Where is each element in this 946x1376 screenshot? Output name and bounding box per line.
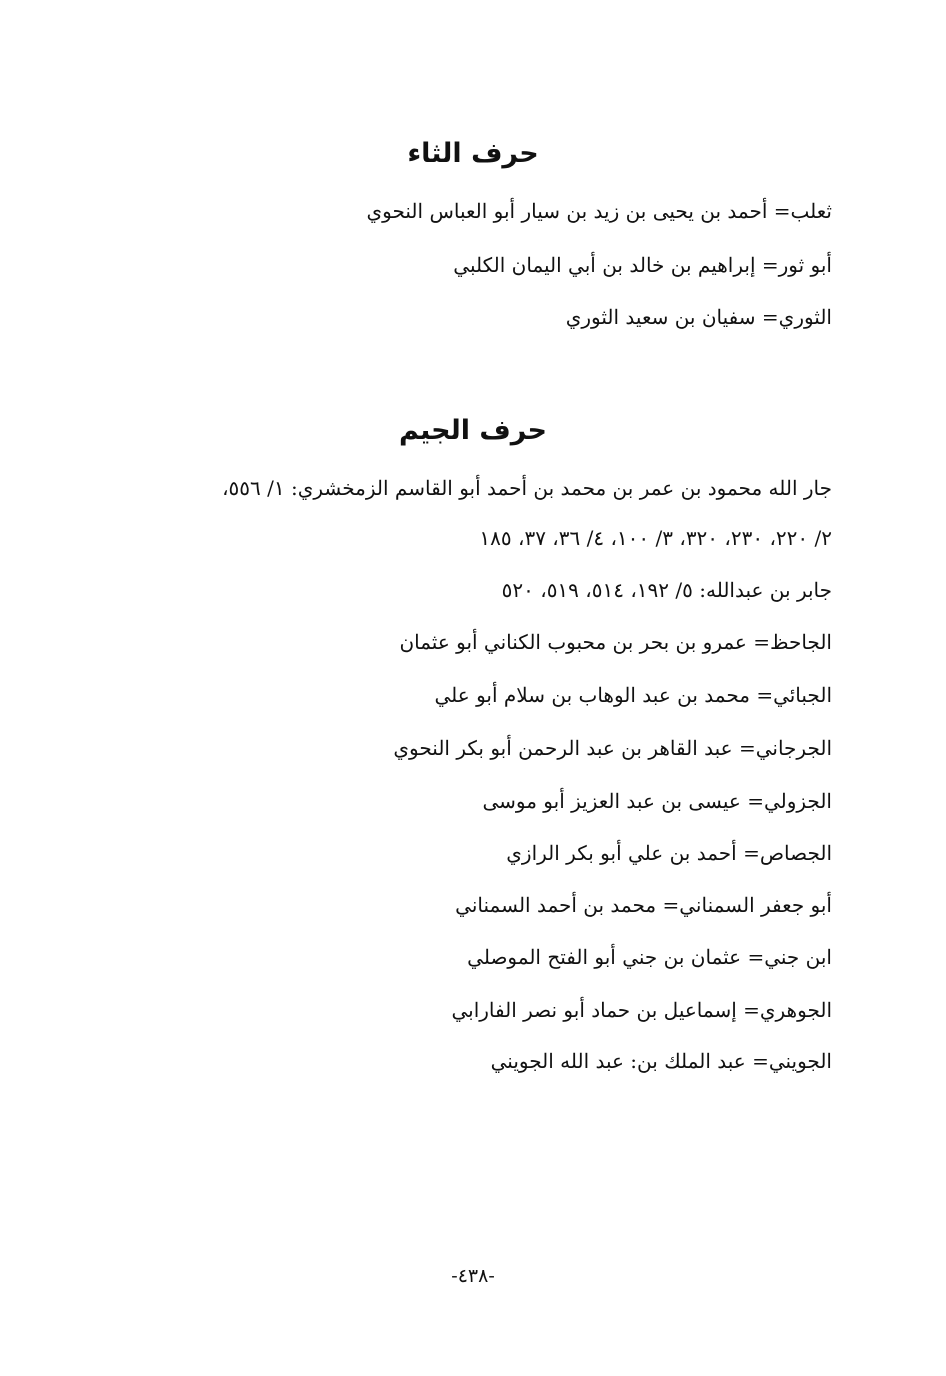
entry-abu-jafar-al-simnani: أبو جعفر السمناني= محمد بن أحمد السمناني [455,893,832,917]
entry-thalab: ثعلب= أحمد بن يحيى بن زيد بن سيار أبو العباس النحوي [366,199,832,223]
entry-al-jahiz: الجاحظ= عمرو بن بحر بن محبوب الكناني أبو عثمان [399,630,832,654]
section-heading-jim: حرف الجيم [398,415,548,446]
entry-al-jurjani: الجرجاني= عبد القاهر بن عبد الرحمن أبو بكر النحوي [393,736,832,760]
page-number: -٤٣٨- [451,1265,495,1287]
entry-al-jassas: الجصاص= أحمد بن علي أبو بكر الرازي [506,841,832,865]
entry-al-juzuli: الجزولي= عيسى بن عبد العزيز أبو موسى [482,789,832,813]
entry-al-jawhari: الجوهري= إسماعيل بن حماد أبو نصر الفارابي [451,998,832,1022]
entry-jar-allah: جار الله محمود بن عمر بن محمد بن أحمد أبو القاسم الزمخشري: ١/ ٥٥٦، [222,476,832,500]
entry-jar-allah-continued: ٢/ ٢٢٠، ٢٣٠، ٣٢٠، ٣/ ١٠٠، ٤/ ٣٦، ٣٧، ١٨٥ [479,526,832,550]
entry-jabir: جابر بن عبدالله: ٥/ ١٩٢، ٥١٤، ٥١٩، ٥٢٠ [501,578,832,602]
entry-abu-thawr: أبو ثور= إبراهيم بن خالد بن أبي اليمان الكلبي [453,253,832,277]
section-heading-tha: حرف الثاء [407,138,539,169]
entry-al-juwayni: الجويني= عبد الملك بن: عبد الله الجويني [490,1049,832,1073]
entry-al-thawri: الثوري= سفيان بن سعيد الثوري [565,305,832,329]
entry-al-jubbai: الجبائي= محمد بن عبد الوهاب بن سلام أبو علي [434,683,832,707]
entry-ibn-jinni: ابن جني= عثمان بن جني أبو الفتح الموصلي [467,945,832,969]
